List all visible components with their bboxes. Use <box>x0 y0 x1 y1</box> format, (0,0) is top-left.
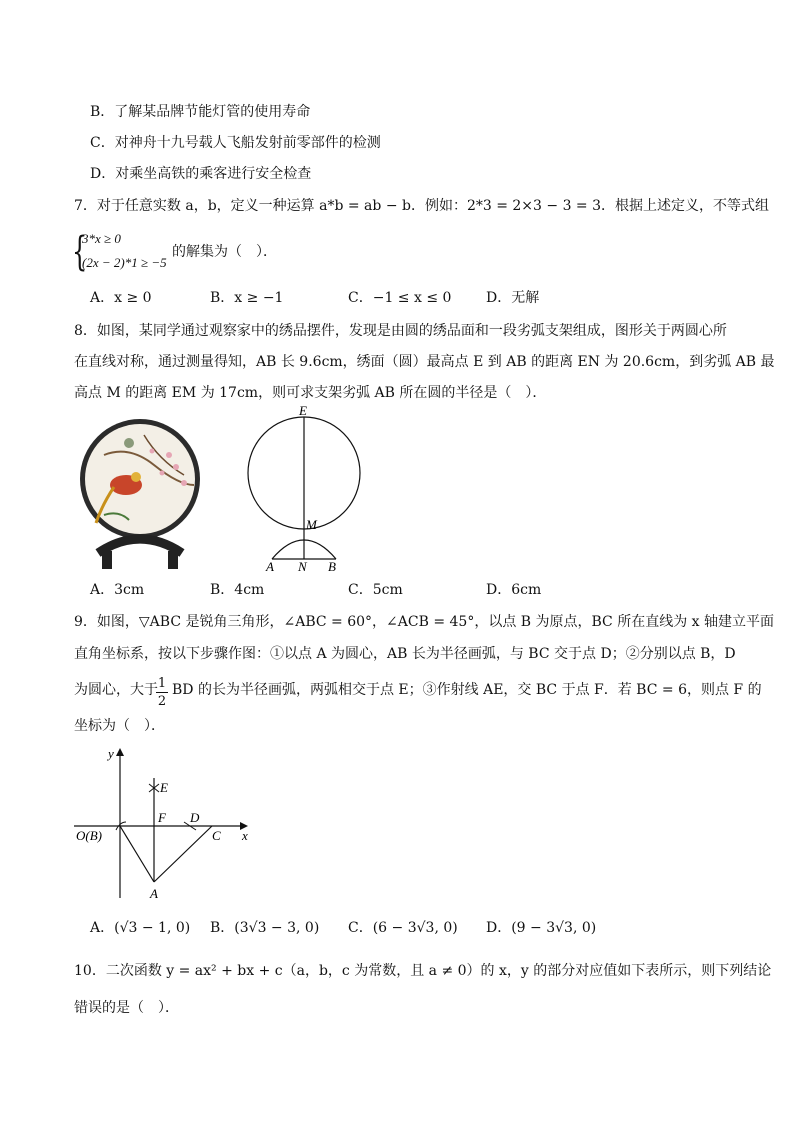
label-b: B <box>328 559 336 574</box>
label-a: A <box>150 886 158 901</box>
q7-option-d: D．无解 <box>486 290 540 306</box>
q7-option-a: A．x ≥ 0 <box>90 290 152 306</box>
label-e: E <box>160 780 168 795</box>
q6-option-b: B．了解某品牌节能灯管的使用寿命 <box>90 104 311 120</box>
q9-option-c: C．(6 − 3√3, 0) <box>348 920 458 936</box>
q7-system-brace: { <box>72 229 88 275</box>
q10-stem-line1: 10．二次函数 y = ax² + bx + c（a，b，c 为常数，且 a ≠ 0）的 x，y 的部分对应值如下表所示，则下列结论 <box>74 963 772 979</box>
q7-stem-line2: 的解集为（ ）． <box>172 244 277 260</box>
q9-stem-line4: 坐标为（ ）． <box>74 718 165 734</box>
q8-option-b: B．4cm <box>210 582 265 598</box>
embroidery-photo <box>74 415 208 573</box>
q6-option-c: C．对神舟十九号载人飞船发射前零部件的检测 <box>90 135 381 151</box>
label-y: y <box>108 746 114 761</box>
label-e: E <box>299 405 307 418</box>
q8-circle-figure <box>240 405 370 575</box>
q7-option-b: B．x ≥ −1 <box>210 290 284 306</box>
fraction-numerator: 1 <box>157 676 167 691</box>
label-m: M <box>306 517 317 532</box>
q9-option-a: A．(√3 − 1, 0) <box>90 920 191 936</box>
q9-stem-line2: 直角坐标系，按以下步骤作图：①以点 A 为圆心，AB 长为半径画弧，与 BC 交于点 D；②分别以点 B，D <box>74 646 736 662</box>
q8-stem-line2: 在直线对称，通过测量得知，AB 长 9.6cm，绣面（圆）最高点 E 到 AB 的距离 EN 为 20.6cm，到劣弧 AB 最 <box>74 354 775 370</box>
label-d: D <box>190 810 200 825</box>
q8-stem-line3: 高点 M 的距离 EM 为 17cm，则可求支架劣弧 AB 所在圆的半径是（ ）． <box>74 385 547 401</box>
label-a: A <box>266 559 274 574</box>
label-c: C <box>212 828 221 843</box>
q6-option-d: D．对乘坐高铁的乘客进行安全检查 <box>90 166 312 182</box>
q7-system-line2: (2x − 2)*1 ≥ −5 <box>82 255 167 270</box>
fraction-denominator: 2 <box>157 694 167 709</box>
q8-option-a: A．3cm <box>90 582 145 598</box>
q9-fraction-half <box>156 676 168 709</box>
q9-stem-line3b: BD 的长为半径画弧，两弧相交于点 E；③作射线 AE，交 BC 于点 F．若 BC = 6，则点 F 的 <box>172 682 762 698</box>
q8-option-d: D．6cm <box>486 582 542 598</box>
q7-option-c: C．−1 ≤ x ≤ 0 <box>348 290 452 306</box>
q8-stem-line1: 8．如图，某同学通过观察家中的绣品摆件，发现是由圆的绣品面和一段劣弧支架组成，图形关于两圆心所 <box>74 323 727 339</box>
q9-stem-line3a: 为圆心，大于 <box>74 682 158 698</box>
q7-stem-line1: 7．对于任意实数 a，b，定义一种运算 a*b = ab − b．例如：2*3 = 2×3 − 3 = 3．根据上述定义，不等式组 <box>74 198 770 214</box>
q9-option-d: D．(9 − 3√3, 0) <box>486 920 597 936</box>
label-f: F <box>158 810 166 825</box>
label-origin: O(B) <box>76 828 102 843</box>
q9-stem-line1: 9．如图，▽ABC 是锐角三角形，∠ABC = 60°，∠ACB = 45°，以点 B 为原点，BC 所在直线为 x 轴建立平面 <box>74 614 775 630</box>
q10-stem-line2: 错误的是（ ）． <box>74 1000 179 1016</box>
label-x: x <box>242 828 248 843</box>
q8-option-c: C．5cm <box>348 582 403 598</box>
q9-coordinate-figure <box>72 744 262 904</box>
q7-system-line1: 3*x ≥ 0 <box>82 231 121 246</box>
q9-option-b: B．(3√3 − 3, 0) <box>210 920 320 936</box>
label-n: N <box>298 559 307 574</box>
